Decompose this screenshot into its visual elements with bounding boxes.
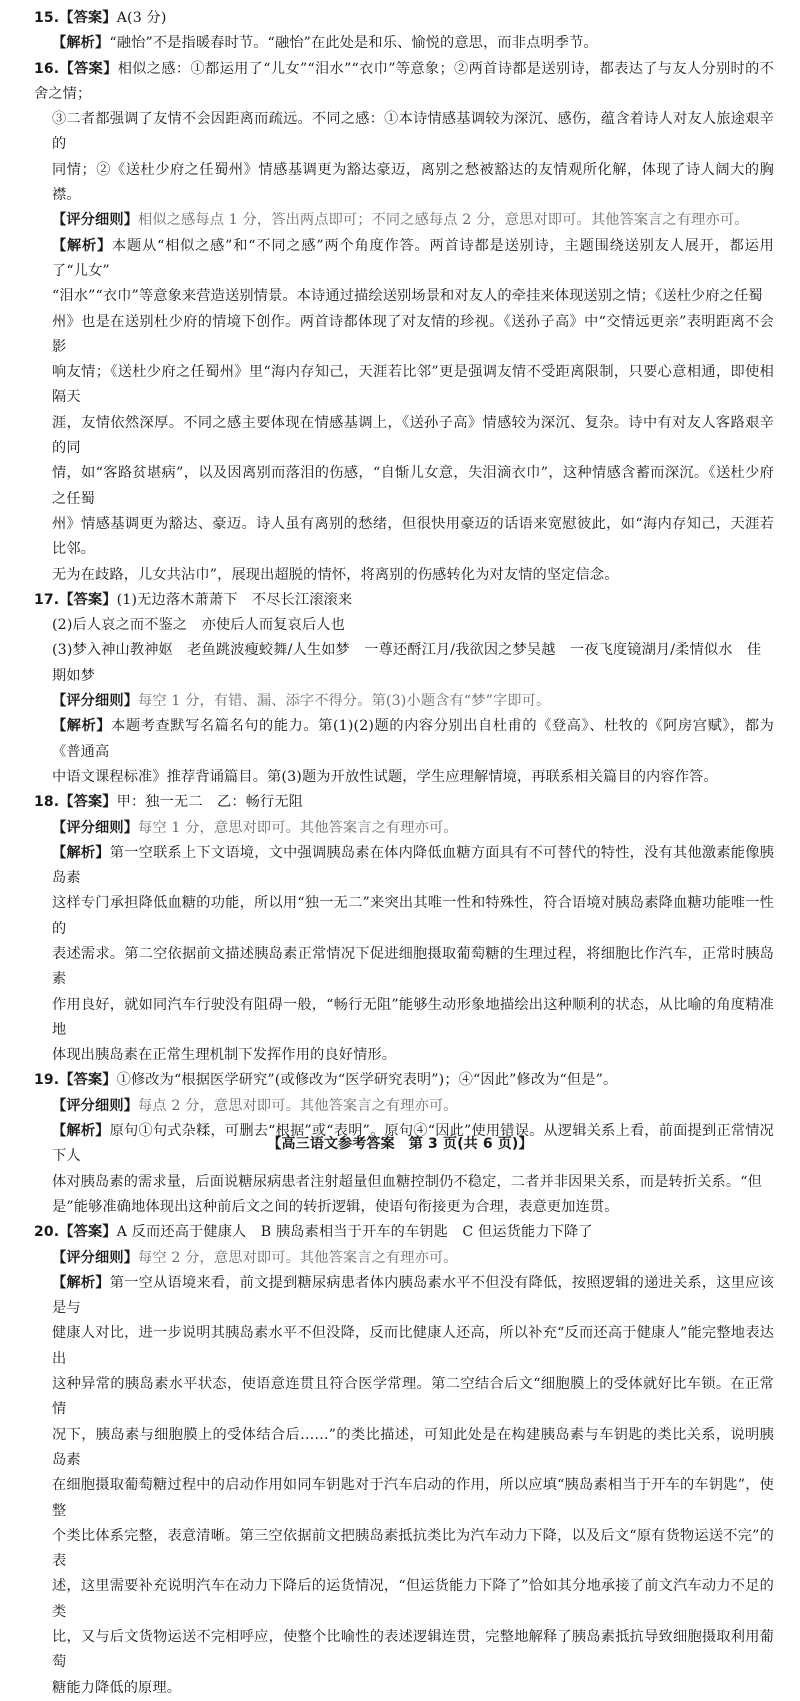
answer-tag: 【答案】 [59, 794, 117, 811]
scoring-tag: 【评分细则】 [52, 212, 139, 229]
analysis-line: 这种异常的胰岛素水平状态，使语意连贯且符合医学常理。第二空结合后文“细胞膜上的受体就好比车锁。在正常情 [52, 1376, 774, 1418]
scoring-tag: 【评分细则】 [52, 693, 139, 710]
answer-tag: 【答案】 [59, 60, 118, 77]
analysis-tag: 【解析】 [52, 1274, 110, 1291]
analysis-tag: 【解析】 [52, 844, 110, 861]
analysis-text: “融怡”不是指暖春时节。“融怡”在此处是和乐、愉悦的意思，而非点明季节。 [109, 35, 598, 52]
answer-line: (2)后人哀之而不鉴之 亦使后人而复哀后人也 [52, 617, 345, 634]
analysis-line: 个类比体系完整，表意清晰。第三空依据前文把胰岛素抵抗类比为汽车动力下降，以及后文“原有货物运送不完”的表 [52, 1527, 774, 1570]
analysis-line: 第一空从语境来看，前文提到糖尿病患者体内胰岛素水平不但没有降低，按照逻辑的递进关系，这里应该是与 [52, 1274, 775, 1317]
analysis-line: 是”能够准确地体现出这种前后文之间的转折逻辑，使语句衔接更为合理，表意更加连贯。 [52, 1198, 619, 1215]
analysis-line: 响友情；《送杜少府之任蜀州》里“海内存知己，天涯若比邻”更是强调友情不受距离限制，只要心意相通，即使相隔天 [52, 364, 774, 406]
answer-tag: 【答案】 [59, 10, 117, 26]
answer-line: 期如梦 [52, 667, 96, 684]
answer-tag: 【答案】 [59, 591, 117, 608]
analysis-line: 中语文课程标准》推荐背诵篇目。第(3)题为开放性试题，学生应理解情境，再联系相关篇目的内容作答。 [52, 768, 718, 785]
question-number: 17. [34, 591, 60, 608]
analysis-line: 州》也是在送别杜少府的情境下创作。两首诗都体现了对友情的珍视。《送孙子高》中“交情远更亲”表明距离不会影 [52, 313, 774, 355]
scoring-text: 相似之感每点 1 分，答出两点即可；不同之感每点 2 分，意思对即可。其他答案言之有理亦可。 [138, 212, 749, 229]
question-number: 20. [34, 1224, 60, 1241]
answer-line: 同情；②《送杜少府之任蜀州》情感基调更为豁达豪迈，离别之愁被豁达的友情观所化解，体现了诗人阔大的胸襟。 [52, 161, 774, 204]
question-18 [34, 790, 774, 1068]
analysis-line: 第一空联系上下文语境，文中强调胰岛素在体内降低血糖方面具有不可替代的特性，没有其他激素能像胰岛素 [52, 844, 775, 887]
question-number: 15. [34, 10, 60, 26]
answer-tag: 【答案】 [59, 1072, 117, 1089]
analysis-line: 本题考查默写名篇名句的能力。第(1)(2)题的内容分别出自杜甫的《登高》、杜牧的《阿房宫赋》，都为《普通高 [52, 718, 774, 760]
question-16 [34, 57, 774, 588]
analysis-line: 本题从“相似之感”和“不同之感”两个角度作答。两首诗都是送别诗，主题围绕送别友人展开，都运用了“儿女” [52, 237, 774, 279]
question-17 [34, 588, 774, 790]
analysis-tag: 【解析】 [52, 718, 112, 735]
answer-line: ③二者都强调了友情不会因距离而疏远。不同之感：①本诗情感基调较为深沉、感伤，蕴含着诗人对友人旅途艰辛的 [52, 111, 774, 153]
answer-tag: 【答案】 [59, 1224, 117, 1241]
question-number: 19. [34, 1072, 60, 1089]
answer-text: A(3 分) [116, 10, 167, 26]
scoring-text: 每空 1 分，意思对即可。其他答案言之有理亦可。 [138, 819, 458, 836]
analysis-line: 原句①句式杂糅，可删去“根据”或“表明”。原句④“因此”使用错误。从逻辑关系上看，前面提到正常情况下人 [52, 1123, 774, 1165]
analysis-line: 述，这里需要补充说明汽车在动力下降后的运货情况，“但运货能力下降了”恰如其分地承接了前文汽车动力不足的类 [52, 1578, 774, 1620]
answer-text: A 反而还高于健康人 B 胰岛素相当于开车的车钥匙 C 但运货能力下降了 [116, 1224, 593, 1241]
analysis-line: 这样专门承担降低血糖的功能，所以用“独一无二”来突出其唯一性和特殊性，符合语境对胰岛素降血糖功能唯一性的 [52, 895, 774, 937]
analysis-line: 在细胞摄取葡萄糖过程中的启动作用如同车钥匙对于汽车启动的作用，所以应填“胰岛素相当于开车的车钥匙”，使整 [52, 1477, 774, 1519]
question-15 [34, 6, 774, 57]
analysis-line: 无为在歧路，儿女共沾巾”，展现出超脱的情怀，将离别的伤感转化为对友情的坚定信念。 [52, 566, 619, 583]
scoring-tag: 【评分细则】 [52, 819, 139, 836]
scoring-text: 每点 2 分，意思对即可。其他答案言之有理亦可。 [138, 1097, 458, 1114]
answer-text: 甲：独一无二 乙：畅行无阻 [116, 794, 304, 811]
analysis-line: 比，又与后文货物运送不完相呼应，使整个比喻性的表述逻辑连贯，完整地解释了胰岛素抵抗导致细胞摄取利用葡萄 [52, 1629, 774, 1671]
analysis-line: 情，如“客路贫堪病”，以及因离别而落泪的伤感，“自惭儿女意，失泪滴衣巾”，这种情感含蓄而深沉。《送杜少府之任蜀 [52, 465, 774, 507]
analysis-line: 体现出胰岛素在正常生理机制下发挥作用的良好情形。 [52, 1047, 397, 1064]
page-footer: 【高三语文参考答案 第 3 页(共 6 页)】 [267, 1136, 533, 1152]
analysis-line: 糖能力降低的原理。 [52, 1679, 182, 1696]
analysis-line: 作用良好，就如同汽车行驶没有阻碍一般，“畅行无阻”能够生动形象地描绘出这种顺利的状态，从比喻的角度精准地 [52, 996, 774, 1038]
analysis-tag: 【解析】 [52, 1123, 110, 1140]
analysis-line: 表述需求。第二空依据前文描述胰岛素正常情况下促进细胞摄取葡萄糖的生理过程，将细胞比作汽车，正常时胰岛素 [52, 945, 774, 988]
question-number: 16. [34, 60, 60, 77]
question-20 [34, 1220, 774, 1701]
answer-text: ①修改为“根据医学研究”(或修改为“医学研究表明”)；④“因此”修改为“但是”。 [116, 1072, 618, 1089]
scoring-text: 每空 1 分，有错、漏、添字不得分。第(3)小题含有“梦”字即可。 [138, 693, 551, 710]
analysis-tag: 【解析】 [52, 237, 113, 254]
analysis-line: “泪水”“衣巾”等意象来营造送别情景。本诗通过描绘送别场景和对友人的牵挂来体现送别之情；《送杜少府之任蜀 [52, 288, 763, 305]
scoring-tag: 【评分细则】 [52, 1249, 139, 1266]
analysis-line: 涯，友情依然深厚。不同之感主要体现在情感基调上，《送孙子高》情感较为深沉、复杂。诗中有对友人客路艰辛的同 [52, 414, 774, 457]
analysis-line: 况下，胰岛素与细胞膜上的受体结合后……”的类比描述，可知此处是在构建胰岛素与车钥匙的类比关系，说明胰岛素 [52, 1426, 774, 1468]
scoring-text: 每空 2 分，意思对即可。其他答案言之有理亦可。 [138, 1249, 458, 1266]
question-number: 18. [34, 794, 60, 811]
analysis-line: 健康人对比，进一步说明其胰岛素水平不但没降，反而比健康人还高，所以补充“反而还高于健康人”能完整地表达出 [52, 1325, 774, 1367]
analysis-line: 州》情感基调更为豁达、豪迈。诗人虽有离别的愁绪，但很快用豪迈的话语来宽慰彼此，如“海内存知己，天涯若比邻。 [52, 515, 774, 558]
scoring-tag: 【评分细则】 [52, 1097, 139, 1114]
answer-line: 相似之感：①都运用了“儿女”“泪水”“衣巾”等意象；②两首诗都是送别诗，都表达了与友人分别时的不舍之情； [34, 60, 774, 102]
answer-line: (1)无边落木萧萧下 不尽长江滚滚来 [116, 591, 353, 608]
analysis-tag: 【解析】 [52, 35, 110, 52]
analysis-line: 体对胰岛素的需求量，后面说糖尿病患者注射超量但血糖控制仍不稳定，二者并非因果关系，而是转折关系。“但 [52, 1173, 762, 1190]
answer-line: (3)梦入神山教神妪 老鱼跳波瘦蛟舞/人生如梦 一尊还酹江月/我欲因之梦吴越 一夜飞度镜湖月/柔情似水 佳 [52, 642, 762, 659]
